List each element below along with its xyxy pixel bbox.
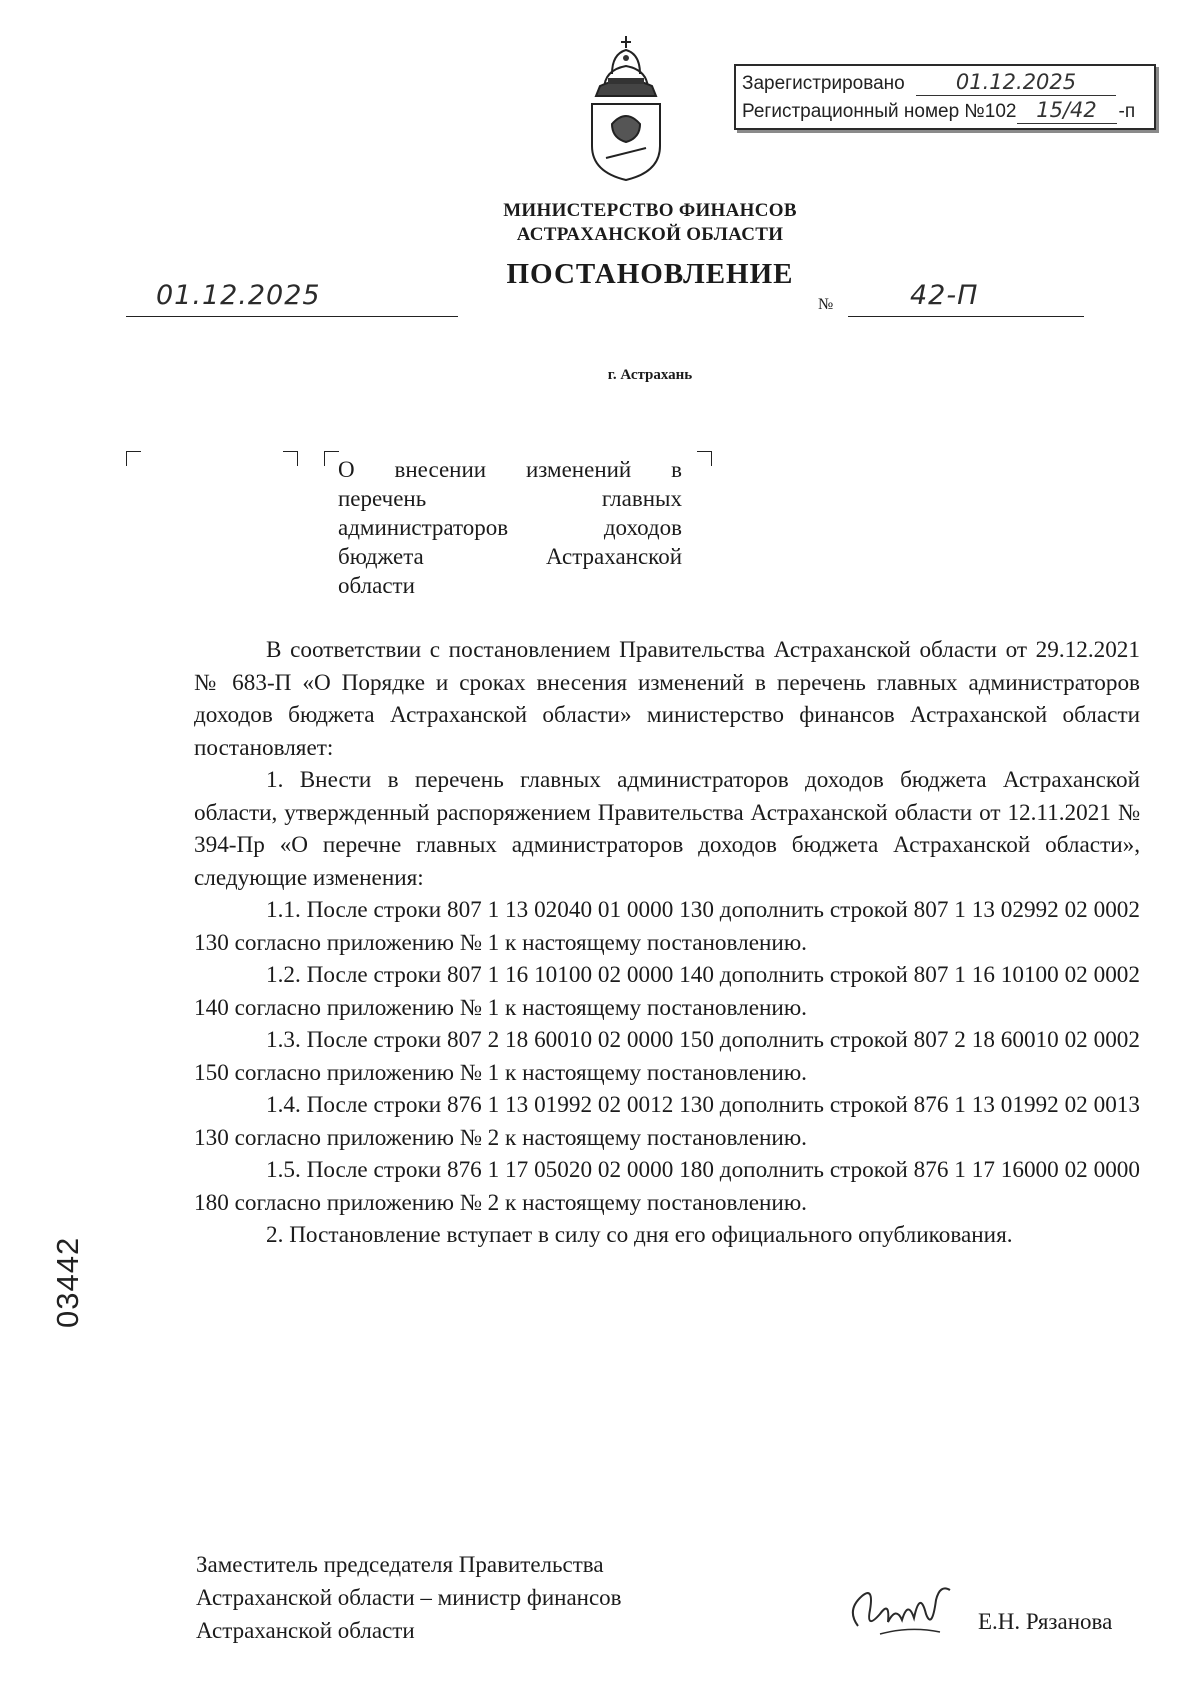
item-2-paragraph: 2. Постановление вступает в силу со дня его официального опубликования.	[266, 1222, 1013, 1248]
item-1-5-paragraph: 1.5. После строки 876 1 17 05020 02 0000 180 дополнить строкой 876 1 17 16000 02 0000 180 согласно приложению № 2 к настоящему постановлению.	[194, 1157, 1140, 1216]
item-1-4-paragraph: 1.4. После строки 876 1 13 01992 02 0012 130 дополнить строкой 876 1 13 01992 02 0013 130 согласно приложению № 2 к настоящему постановлению.	[194, 1092, 1140, 1151]
document-number: 42-П	[910, 280, 979, 311]
item-1-paragraph: 1. Внести в перечень главных администраторов доходов бюджета Астраханской области, утвержденный распоряжением Правительства Астраханской области от 12.11.2021 № 394-Пр «О перечне главных администраторов доходов бюджета Астраханской области», следующие изменения:	[194, 767, 1140, 891]
document-subject	[338, 455, 682, 600]
city-name: г. Астрахань	[607, 367, 693, 383]
number-sign: №	[818, 296, 834, 313]
coat-of-arms-emblem	[582, 34, 670, 184]
document-date-field	[126, 282, 458, 317]
bracket-corner	[697, 451, 712, 466]
subject-line: администраторов доходов	[338, 515, 682, 540]
item-1-3-paragraph: 1.3. После строки 807 2 18 60010 02 0000 150 дополнить строкой 807 2 18 60010 02 0002 150 согласно приложению № 1 к настоящему постановлению.	[194, 1027, 1140, 1086]
stamp-registered-label: Зарегистрировано	[742, 73, 905, 94]
signer-position-line: Заместитель председателя Правительства	[196, 1552, 604, 1577]
bracket-corner	[283, 451, 298, 466]
item-1-2-paragraph: 1.2. После строки 807 1 16 10100 02 0000 140 дополнить строкой 807 1 16 10100 02 0002 140 согласно приложению № 1 к настоящему постановлению.	[194, 962, 1140, 1021]
item-1-1-paragraph: 1.1. После строки 807 1 13 02040 01 0000 130 дополнить строкой 807 1 13 02992 02 0002 130 согласно приложению № 1 к настоящему постановлению.	[194, 897, 1140, 956]
ministry-line-1: МИНИСТЕРСТВО ФИНАНСОВ	[503, 200, 797, 221]
document-type-title: ПОСТАНОВЛЕНИЕ	[506, 258, 794, 290]
signer-name: Е.Н. Рязанова	[978, 1609, 1113, 1634]
subject-line: перечень главных	[338, 486, 682, 511]
stamp-registered-date: 01.12.2025	[955, 70, 1077, 94]
subject-line: О внесении изменений в	[338, 457, 682, 482]
document-date: 01.12.2025	[156, 280, 321, 311]
registration-stamp	[734, 64, 1156, 130]
preamble-paragraph: В соответствии с постановлением Правительства Астраханской области от 29.12.2021 № 683-П «О Порядке и сроках внесения изменений в перечень главных администраторов доходов бюджета Астраханской области» министерство финансов Астраханской области постановляет:	[194, 637, 1140, 761]
stamp-reg-number-suffix: -п	[1118, 101, 1136, 122]
signer-position-line: Астраханской области	[196, 1618, 415, 1643]
signer-position-line: Астраханской области – министр финансов	[196, 1585, 622, 1610]
bracket-corner	[126, 451, 141, 466]
signer-position	[196, 1548, 622, 1647]
document-body	[194, 634, 1140, 1252]
document-number-field	[848, 282, 1084, 317]
ministry-name	[300, 199, 1000, 247]
subject-line: области	[338, 573, 415, 598]
stamp-reg-number-label: Регистрационный номер №102	[742, 101, 1017, 122]
margin-archive-number: 03442	[50, 1236, 85, 1328]
stamp-reg-number-value: 15/42	[1036, 98, 1097, 122]
handwritten-signature	[840, 1570, 960, 1650]
bracket-corner	[324, 451, 339, 466]
ministry-line-2: АСТРАХАНСКОЙ ОБЛАСТИ	[516, 224, 784, 245]
subject-line: бюджета Астраханской	[338, 544, 682, 569]
